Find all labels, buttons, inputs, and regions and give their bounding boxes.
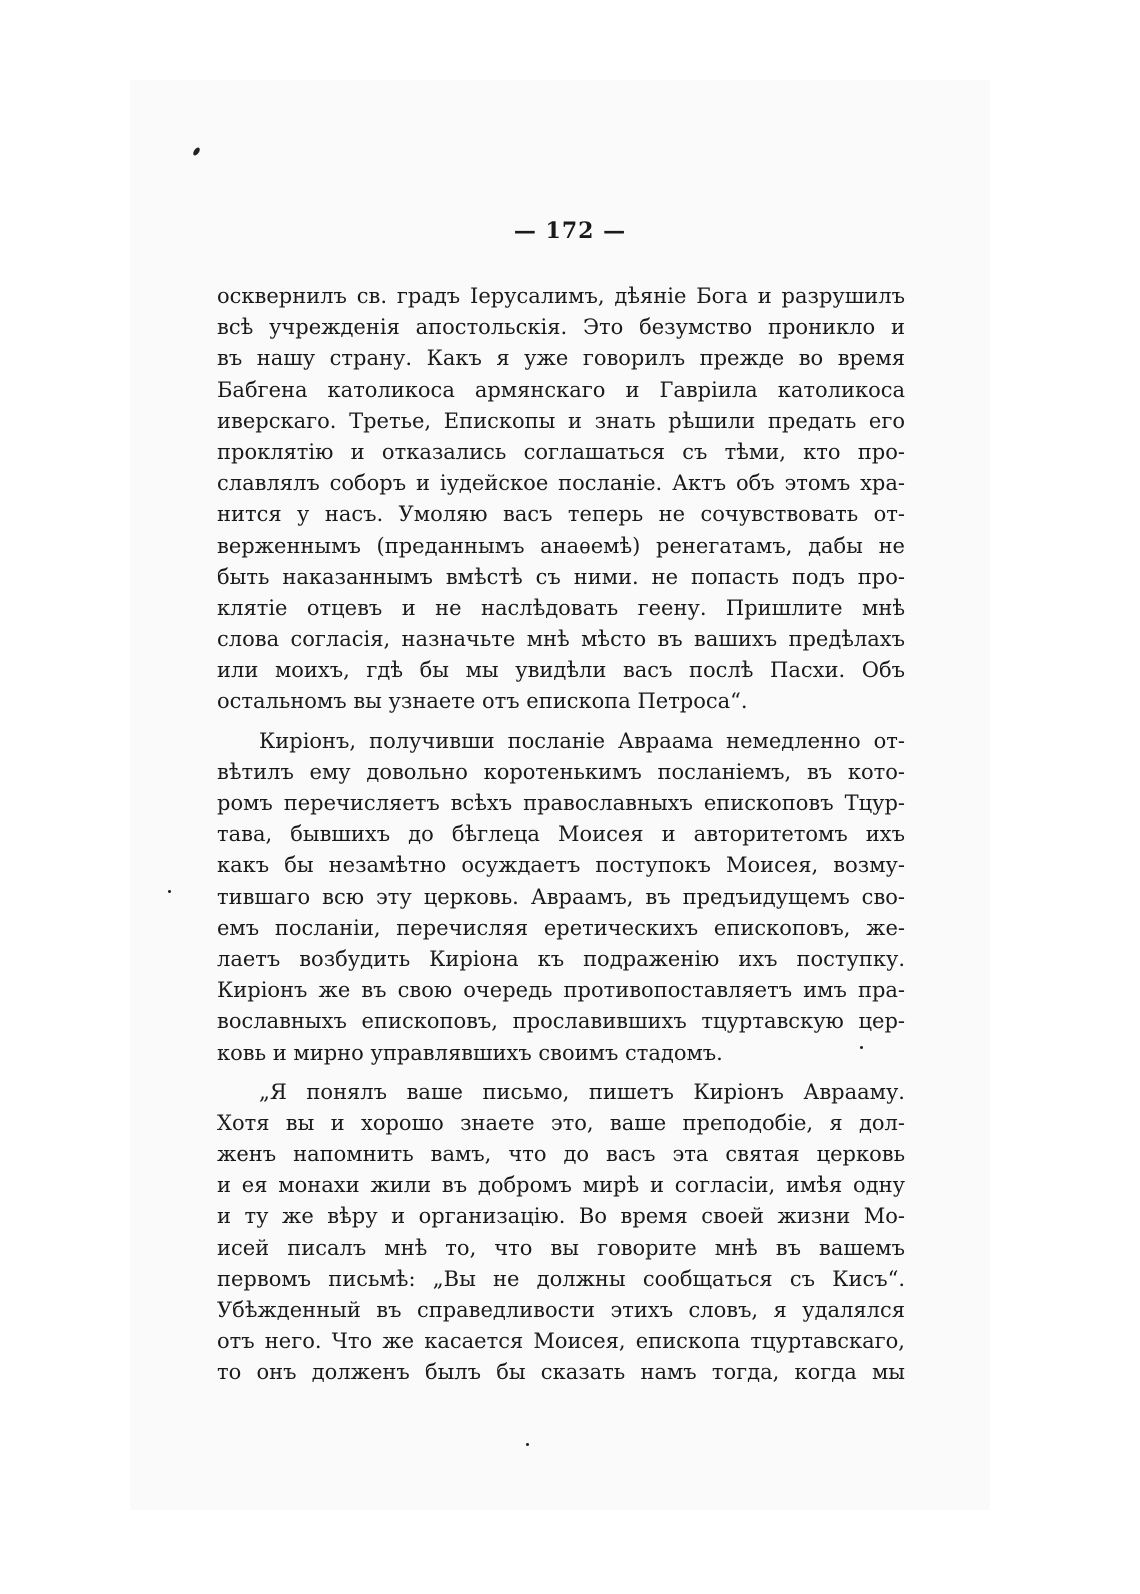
text-line: какъ бы незамѣтно осуждаетъ поступокъ Моисея, возму-	[217, 853, 905, 878]
text-line: остальномъ вы узнаете отъ епископа Петроса“.	[217, 689, 748, 714]
text-line: слова согласія, назначьте мнѣ мѣсто въ вашихъ предѣлахъ	[217, 627, 905, 652]
text-line: и ту же вѣру и организацію. Во время своей жизни Мо-	[217, 1204, 905, 1229]
text-line: иверскаго. Третье, Епископы и знать рѣшили предать его	[217, 408, 905, 433]
text-line: быть наказаннымъ вмѣстѣ съ ними. не попасть подъ про-	[217, 564, 905, 589]
text-line: женъ напомнить вамъ, что до васъ эта святая церковь	[217, 1142, 905, 1167]
text-line: нится у насъ. Умоляю васъ теперь не сочувствовать от-	[217, 502, 905, 527]
text-line: исей писалъ мнѣ то, что вы говорите мнѣ въ вашемъ	[217, 1235, 905, 1260]
text-line: тава, бывшихъ до бѣглеца Моисея и авторитетомъ ихъ	[217, 822, 905, 847]
text-line: въ нашу страну. Какъ я уже говорилъ прежде во время	[217, 346, 905, 371]
text-line: тившаго всю эту церковь. Авраамъ, въ предъидущемъ сво-	[217, 884, 905, 909]
text-line: ковь и мирно управлявшихъ своимъ стадомъ.	[217, 1040, 723, 1065]
ink-dot	[526, 1443, 529, 1446]
text-line: вѣтилъ ему довольно коротенькимъ посланіемъ, въ кото-	[217, 759, 905, 784]
ink-dot	[168, 890, 171, 893]
text-line: Киріонъ же въ свою очередь противопоставляетъ имъ пра-	[217, 978, 905, 1003]
text-line: клятіе отцевъ и не наслѣдовать геену. Пришлите мнѣ	[217, 595, 905, 620]
text-line: Убѣжденный въ справедливости этихъ словъ, я удалялся	[217, 1298, 905, 1322]
text-line: ромъ перечисляетъ всѣхъ православныхъ епископовъ Тцур-	[217, 791, 905, 815]
paragraph-2	[217, 726, 905, 1069]
text-line: лаетъ возбудить Киріона къ подраженію ихъ поступку.	[217, 946, 905, 971]
text-line: славлялъ соборъ и іудейское посланіе. Актъ объ этомъ хра-	[217, 471, 905, 496]
text-line: отъ него. Что же касается Моисея, епископа тцуртавскаго,	[217, 1329, 905, 1354]
text-line: „Я понялъ ваше письмо, пишетъ Киріонъ Аврааму.	[259, 1079, 905, 1104]
text-line: первомъ письмѣ: „Вы не должны сообщаться съ Кисъ“.	[217, 1266, 905, 1291]
text-line: всѣ учрежденія апостольскія. Это безумство проникло и	[217, 315, 905, 340]
text-line: Хотя вы и хорошо знаете это, ваше преподобіе, я дол-	[217, 1110, 905, 1135]
paragraph-1	[217, 281, 905, 718]
text-line: или моихъ, гдѣ бы мы увидѣли васъ послѣ Пасхи. Объ	[217, 658, 905, 683]
paragraph-3	[217, 1077, 905, 1389]
text-line: емъ посланіи, перечисляя еретическихъ епископовъ, же-	[217, 915, 905, 940]
body-text	[217, 281, 905, 1389]
page-number: — 172 —	[513, 218, 627, 244]
text-line: проклятію и отказались соглашаться съ тѣми, кто про-	[217, 439, 905, 464]
text-line: то онъ долженъ былъ бы сказать намъ тогда, когда мы	[217, 1360, 905, 1385]
text-line: Бабгена католикоса армянскаго и Гавріила католикоса	[217, 377, 905, 402]
text-line: осквернилъ св. градъ Іерусалимъ, дѣяніе Бога и разрушилъ	[217, 284, 905, 308]
text-line: и ея монахи жили въ добромъ мирѣ и согласіи, имѣя одну	[217, 1173, 905, 1198]
text-line: Киріонъ, получивши посланіе Авраама немедленно от-	[259, 728, 905, 753]
text-line: вославныхъ епископовъ, прославившихъ тцуртавскую цер-	[217, 1009, 905, 1034]
text-line: верженнымъ (преданнымъ анаѳемѣ) ренегатамъ, дабы не	[217, 533, 905, 558]
